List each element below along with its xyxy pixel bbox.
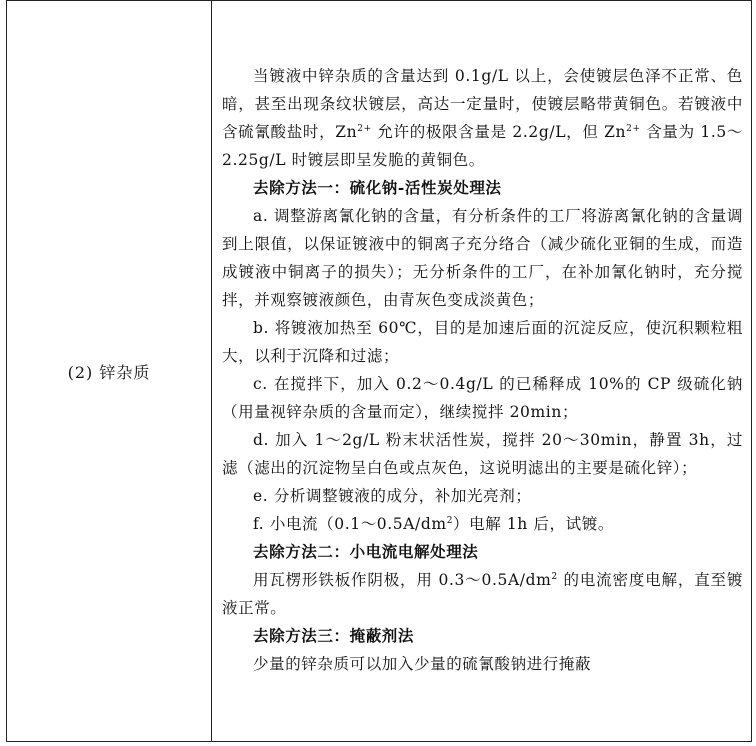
paragraph-text: 少量的锌杂质可以加入少量的硫氰酸钠进行掩蔽: [253, 655, 592, 673]
body-paragraph: [222, 650, 743, 678]
superscript: 2: [446, 516, 454, 526]
paragraph-text: a. 调整游离氰化钠的含量，有分析条件的工厂将游离氰化钠的含量调到上限值，以保证镀液中的铜离子充分络合（减少硫化亚铜的生成，而造成镀液中铜离子的损失）；无分析条件的工厂，在补加氰化钠时，充分搅拌，并观察镀液颜色，由青灰色变成淡黄色；: [222, 207, 743, 309]
paragraph-text: b. 将镀液加热至 60℃，目的是加速后面的沉淀反应，使沉积颗粒粗大，以利于沉降和过滤；: [222, 319, 743, 365]
superscript: 2+: [626, 124, 641, 134]
paragraph-text: f. 小电流（0.1～0.5A/dm: [253, 515, 447, 533]
body-paragraph: [222, 482, 743, 510]
paragraph-text: e. 分析调整镀液的成分，补加光亮剂；: [253, 487, 532, 505]
body-paragraph: [222, 566, 743, 622]
body-paragraph: [222, 370, 743, 426]
method-heading: [222, 174, 743, 202]
row-label: (2) 锌杂质: [67, 362, 151, 382]
superscript: 2+: [357, 124, 372, 134]
body-paragraph: [222, 426, 743, 482]
paragraph-text: 允许的极限含量是 2.2g/L，但 Zn: [371, 123, 627, 141]
paragraph-text: ）电解 1h 后，试镀。: [453, 515, 614, 533]
superscript: 2: [551, 572, 558, 582]
body-paragraph: [222, 510, 743, 538]
paragraph-text: 当镀液中锌杂质的含量达到 0.1g/L 以上，会使镀层色泽不正常、色暗，甚至出现条纹状镀层，高达一定量时，使镀层略带黄铜色。若镀液中含硫氰酸盐时，Zn: [222, 67, 743, 141]
paragraph-text: 含量为 1.5～2.25g/L 时镀层即呈发脆的黄铜色。: [222, 123, 744, 169]
method-heading: [222, 622, 743, 650]
body-paragraph: [222, 62, 743, 174]
paragraph-text: 去除方法三：掩蔽剂法: [253, 626, 415, 645]
paragraph-text: 用瓦楞形铁板作阴极，用 0.3～0.5A/dm: [253, 571, 552, 589]
row-label-cell: [7, 1, 212, 742]
content-paragraphs: [222, 62, 743, 678]
content-cell: [212, 1, 752, 742]
paragraph-text: d. 加入 1～2g/L 粉末状活性炭，搅拌 20～30min，静置 3h，过滤（滤出的沉淀物呈白色或点灰色，这说明滤出的主要是硫化锌）；: [222, 431, 743, 477]
impurity-table: [6, 0, 752, 742]
paragraph-text: 去除方法二：小电流电解处理法: [253, 542, 479, 561]
paragraph-text: c. 在搅拌下，加入 0.2～0.4g/L 的已稀释成 10%的 CP 级硫化钠（用量视锌杂质的含量而定），继续搅拌 20min；: [222, 375, 743, 421]
paragraph-text: 的电流密度电解，直至镀液正常。: [222, 571, 743, 617]
table-row: [7, 1, 752, 742]
body-paragraph: [222, 314, 743, 370]
paragraph-text: 去除方法一：硫化钠-活性炭处理法: [253, 178, 502, 197]
body-paragraph: [222, 202, 743, 314]
method-heading: [222, 538, 743, 566]
